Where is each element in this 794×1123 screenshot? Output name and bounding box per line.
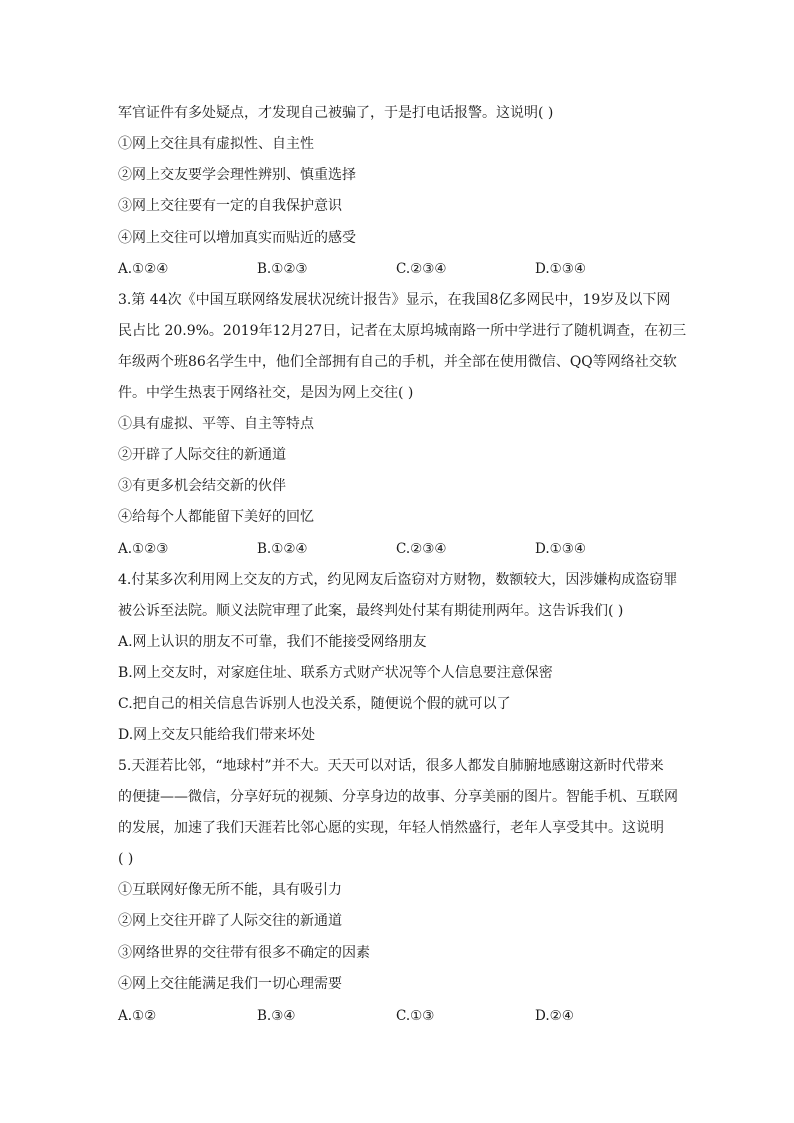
q3-stem-line-3: 年级两个班86名学生中，他们全部拥有自己的手机，并全部在使用微信、QQ等网络社交软 <box>118 354 677 370</box>
q3-item-1: ①具有虚拟、平等、自主等特点 <box>118 416 314 432</box>
q3-option-c: C.②③④ <box>396 541 447 557</box>
q5-option-b: B.③④ <box>257 1008 296 1024</box>
q2-option-c: C.②③④ <box>396 261 447 277</box>
q2-option-d: D.①③④ <box>535 261 586 277</box>
q5-item-4: ④网上交往能满足我们一切心理需要 <box>118 976 342 992</box>
q3-option-a: A.①②③ <box>118 541 169 557</box>
q3-item-4: ④给每个人都能留下美好的回忆 <box>118 509 314 525</box>
q4-stem-line-1: 4.付某多次利用网上交友的方式，约见网友后盗窃对方财物，数额较大，因涉嫌构成盗窃罪 <box>118 572 678 588</box>
q2-item-4: ④网上交往可以增加真实而贴近的感受 <box>118 230 356 246</box>
q5-item-3: ③网络世界的交往带有很多不确定的因素 <box>118 945 370 961</box>
q3-stem-line-4: 件。中学生热衷于网络社交，是因为网上交往( ) <box>118 385 414 401</box>
q2-item-2: ②网上交友要学会理性辨别、慎重选择 <box>118 167 356 183</box>
q4-option-d: D.网上交友只能给我们带来坏处 <box>118 727 316 743</box>
q4-option-c: C.把自己的相关信息告诉别人也没关系，随便说个假的就可以了 <box>118 696 511 712</box>
q2-item-1: ①网上交往具有虚拟性、自主性 <box>118 136 314 152</box>
q2-stem-end: 军官证件有多处疑点，才发现自己被骗了，于是打电话报警。这说明( ) <box>118 105 554 121</box>
q4-option-b: B.网上交友时，对家庭住址、联系方式财产状况等个人信息要注意保密 <box>118 665 553 681</box>
q3-stem-line-2: 民占比 20.9%。2019年12月27日，记者在太原坞城南路一所中学进行了随机调查，在初三 <box>118 323 687 339</box>
q5-item-2: ②网上交往开辟了人际交往的新通道 <box>118 913 342 929</box>
q2-item-3: ③网上交往要有一定的自我保护意识 <box>118 198 342 214</box>
q3-option-d: D.①③④ <box>535 541 586 557</box>
q5-stem-line-2: 的便捷——微信，分享好玩的视频、分享身边的故事、分享美丽的图片。智能手机、互联网 <box>118 789 678 805</box>
q5-answer-bracket: ( ) <box>118 851 134 867</box>
q5-stem-line-1: 5.天涯若比邻，“地球村”并不大。天天可以对话，很多人都发自肺腑地感谢这新时代带来 <box>118 758 664 774</box>
q5-option-a: A.①② <box>118 1008 157 1024</box>
q5-item-1: ①互联网好像无所不能，具有吸引力 <box>118 882 342 898</box>
q5-stem-line-3: 的发展，加速了我们天涯若比邻心愿的实现，年轻人悄然盛行，老年人享受其中。这说明 <box>118 820 664 836</box>
q4-stem-line-2: 被公诉至法院。顺义法院审理了此案，最终判处付某有期徒刑两年。这告诉我们( ) <box>118 603 624 619</box>
q2-option-b: B.①②③ <box>257 261 308 277</box>
q5-option-c: C.①③ <box>396 1008 435 1024</box>
q3-item-2: ②开辟了人际交往的新通道 <box>118 447 286 463</box>
q3-stem-line-1: 3.第 44次《中国互联网络发展状况统计报告》显示，在我国8亿多网民中，19岁及以下网 <box>118 292 671 308</box>
q5-option-d: D.②④ <box>535 1008 574 1024</box>
q4-option-a: A.网上认识的朋友不可靠，我们不能接受网络朋友 <box>118 634 427 650</box>
q2-option-a: A.①②④ <box>118 261 169 277</box>
q3-item-3: ③有更多机会结交新的伙伴 <box>118 478 286 494</box>
q3-option-b: B.①②④ <box>257 541 308 557</box>
